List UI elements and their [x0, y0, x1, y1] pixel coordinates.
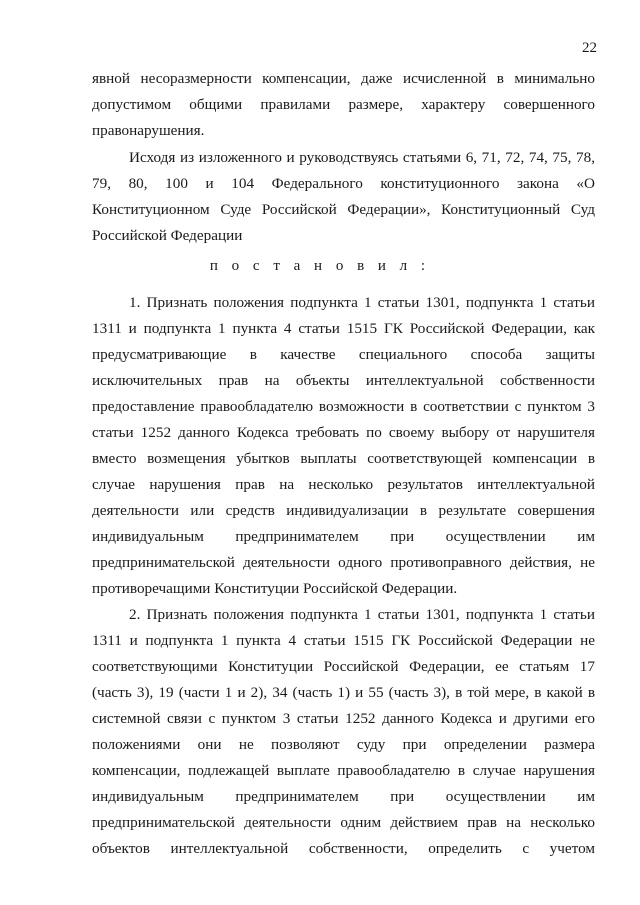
text-line: 2. Признать положения подпункта 1 статьи 1301, подпункта 1 статьи [129, 606, 595, 623]
text-line: 1311 и подпункта 1 пункта 4 статьи 1515 ГК Российской Федерации, как [92, 320, 595, 337]
text-line: 1311 и подпункта 1 пункта 4 статьи 1515 ГК Российской Федерации не [92, 632, 595, 649]
text-line: системной связи с пунктом 3 статьи 1252 данного Кодекса и другими его [92, 710, 595, 727]
paragraph-continuation [92, 66, 595, 144]
page-number: 22 [582, 40, 597, 56]
text-line: Конституционном Суде Российской Федерации», Конституционный Суд [92, 201, 595, 218]
text-line: допустимом общими правилами размере, характеру совершенного [92, 96, 595, 113]
text-line: вместо возмещения убытков выплаты соответствующей компенсации в [92, 450, 595, 467]
text-line: предоставление правообладателю возможности в соответствии с пунктом 3 [92, 398, 595, 415]
text-line: деятельности или средств индивидуализации в результате совершения [92, 502, 595, 519]
text-line: предусматривающие в качестве специального способа защиты [92, 346, 595, 363]
text-line: компенсации, подлежащей выплате правообладателю в случае нарушения [92, 762, 595, 779]
text-line: правонарушения. [92, 122, 205, 139]
paragraph-2 [92, 602, 595, 862]
text-line: 79, 80, 100 и 104 Федерального конституционного закона «О [92, 175, 595, 192]
paragraph-grounds [92, 145, 595, 249]
text-line: индивидуальным предпринимателем при осуществлении им [92, 528, 595, 545]
text-line: соответствующими Конституции Российской Федерации, ее статьям 17 [92, 658, 595, 675]
text-line: противоречащими Конституции Российской Федерации. [92, 580, 458, 597]
text-line: индивидуальным предпринимателем при осуществлении им [92, 788, 595, 805]
text-line: исключительных прав на объекты интеллектуальной собственности [92, 372, 595, 389]
text-line: случае нарушения прав на несколько результатов интеллектуальной [92, 476, 595, 493]
decree-heading: п о с т а н о в и л : [209, 258, 431, 274]
text-line: объектов интеллектуальной собственности, определить с учетом [92, 840, 595, 857]
text-line: 1. Признать положения подпункта 1 статьи 1301, подпункта 1 статьи [129, 294, 595, 311]
text-line: Исходя из изложенного и руководствуясь статьями 6, 71, 72, 74, 75, 78, [129, 149, 595, 166]
text-line: Российской Федерации [92, 227, 243, 244]
text-line: положениями они не позволяют суду при определении размера [92, 736, 595, 753]
text-line: статьи 1252 данного Кодекса требовать по своему выбору от нарушителя [92, 424, 595, 441]
text-line: предпринимательской деятельности одного противоправного действия, не [92, 554, 595, 571]
text-line: предпринимательской деятельности одним действием прав на несколько [92, 814, 595, 831]
paragraph-1 [92, 290, 595, 602]
text-line: (часть 3), 19 (части 1 и 2), 34 (часть 1) и 55 (часть 3), в той мере, в какой в [92, 684, 595, 701]
text-line: явной несоразмерности компенсации, даже исчисленной в минимально [92, 70, 595, 87]
